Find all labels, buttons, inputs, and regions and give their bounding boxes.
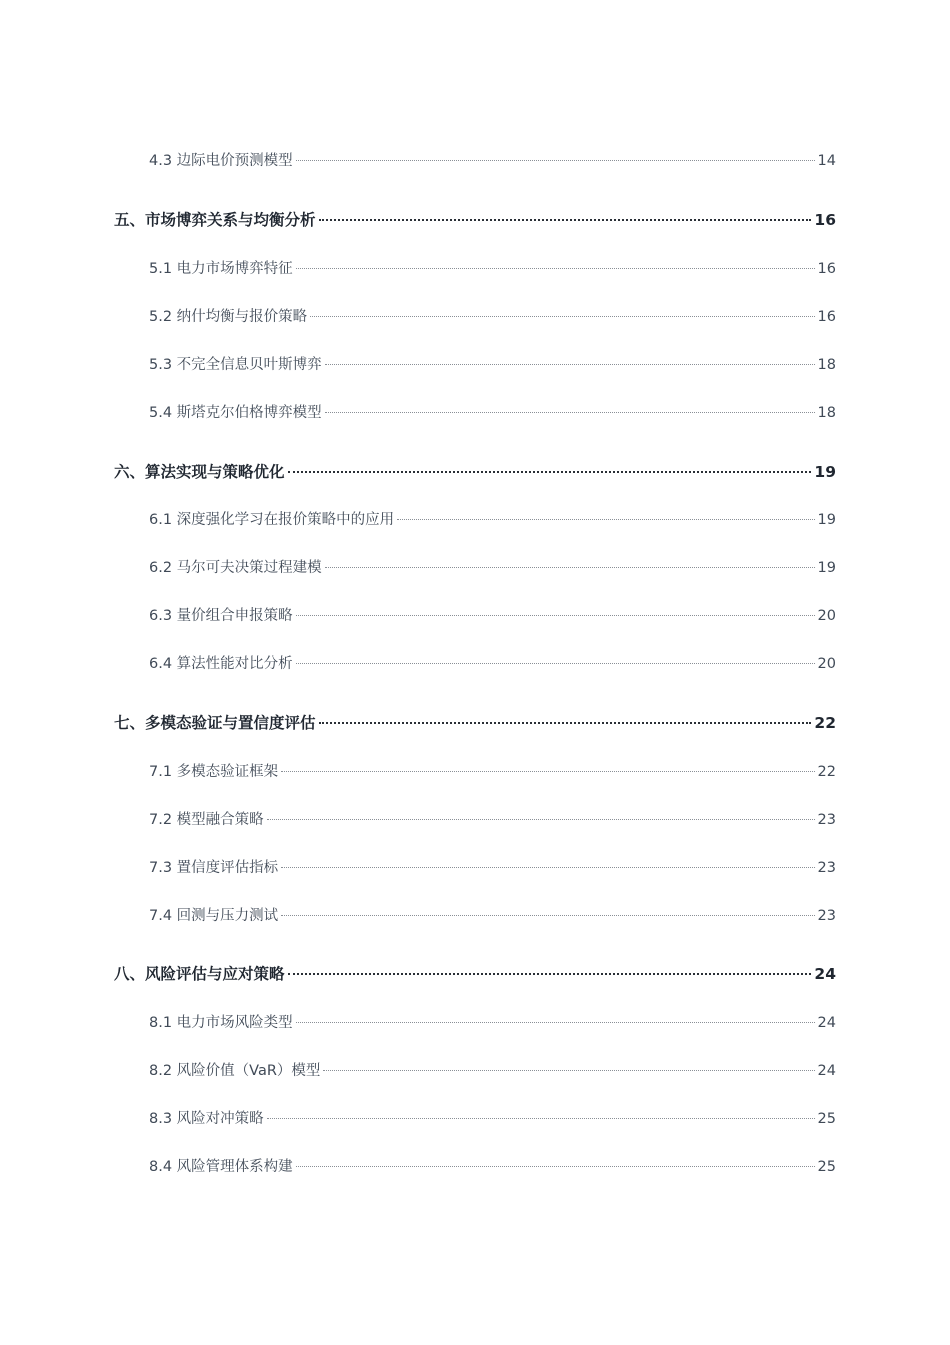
toc-entry-7-4[interactable] (149, 904, 836, 925)
toc-dot-leader (325, 567, 815, 568)
toc-entry-page: 18 (817, 357, 836, 373)
toc-dot-leader (325, 364, 815, 365)
toc-chapter-title: 八、风险评估与应对策略 (114, 965, 285, 983)
toc-chapter-5[interactable] (114, 208, 836, 230)
toc-entry-page: 22 (817, 764, 836, 780)
toc-entry-8-1[interactable] (149, 1011, 836, 1032)
toc-chapter-page: 22 (814, 714, 836, 732)
toc-chapter-page: 16 (814, 211, 836, 229)
toc-dot-leader (319, 219, 812, 221)
toc-chapter-title: 七、多模态验证与置信度评估 (114, 714, 316, 732)
toc-entry-title: 6.1 深度强化学习在报价策略中的应用 (149, 512, 395, 528)
toc-entry-page: 23 (817, 812, 836, 828)
toc-entry-page: 19 (817, 560, 836, 576)
toc-entry-6-3[interactable] (149, 604, 836, 625)
toc-entry-5-4[interactable] (149, 401, 836, 422)
toc-entry-title: 8.1 电力市场风险类型 (149, 1015, 293, 1031)
toc-entry-title: 7.3 置信度评估指标 (149, 860, 279, 876)
toc-dot-leader (296, 663, 815, 664)
toc-entry-page: 16 (817, 309, 836, 325)
toc-entry-6-1[interactable] (149, 508, 836, 529)
toc-chapter-title: 六、算法实现与策略优化 (114, 463, 285, 481)
toc-chapter-title: 五、市场博弈关系与均衡分析 (114, 211, 316, 229)
toc-entry-title: 6.2 马尔可夫决策过程建模 (149, 560, 322, 576)
toc-chapter-page: 24 (814, 965, 836, 983)
toc-entry-title: 6.4 算法性能对比分析 (149, 656, 293, 672)
toc-entry-page: 25 (817, 1111, 836, 1127)
toc-entry-title: 5.4 斯塔克尔伯格博弈模型 (149, 405, 322, 421)
toc-chapter-8[interactable] (114, 962, 836, 984)
toc-entry-page: 14 (817, 153, 836, 169)
toc-entry-page: 19 (817, 512, 836, 528)
toc-entry-page: 24 (817, 1063, 836, 1079)
toc-entry-5-3[interactable] (149, 353, 836, 374)
toc-entry-page: 25 (817, 1159, 836, 1175)
toc-entry-6-2[interactable] (149, 556, 836, 577)
toc-dot-leader (267, 1118, 815, 1119)
toc-dot-leader (296, 615, 815, 616)
toc-entry-title: 4.3 边际电价预测模型 (149, 153, 293, 169)
toc-entry-title: 5.1 电力市场博弈特征 (149, 261, 293, 277)
toc-chapter-page: 19 (814, 463, 836, 481)
toc-entry-title: 8.2 风险价值（VaR）模型 (149, 1063, 321, 1079)
toc-entry-title: 7.2 模型融合策略 (149, 812, 264, 828)
toc-dot-leader (288, 471, 812, 473)
toc-entry-7-2[interactable] (149, 808, 836, 829)
toc-dot-leader (296, 160, 815, 161)
toc-dot-leader (296, 268, 815, 269)
toc-chapter-6[interactable] (114, 460, 836, 482)
toc-dot-leader (267, 819, 815, 820)
toc-entry-8-4[interactable] (149, 1155, 836, 1176)
toc-entry-title: 6.3 量价组合申报策略 (149, 608, 293, 624)
toc-entry-title: 8.4 风险管理体系构建 (149, 1159, 293, 1175)
toc-dot-leader (319, 722, 812, 724)
toc-entry-title: 8.3 风险对冲策略 (149, 1111, 264, 1127)
toc-entry-page: 20 (817, 608, 836, 624)
toc-entry-page: 18 (817, 405, 836, 421)
toc-dot-leader (281, 915, 814, 916)
toc-entry-6-4[interactable] (149, 652, 836, 673)
toc-entry-8-3[interactable] (149, 1107, 836, 1128)
toc-dot-leader (281, 867, 814, 868)
toc-entry-page: 16 (817, 261, 836, 277)
toc-entry-5-2[interactable] (149, 305, 836, 326)
toc-dot-leader (397, 519, 814, 520)
toc-entry-5-1[interactable] (149, 257, 836, 278)
toc-entry-page: 24 (817, 1015, 836, 1031)
toc-chapter-7[interactable] (114, 711, 836, 733)
toc-entry-title: 5.2 纳什均衡与报价策略 (149, 309, 308, 325)
toc-dot-leader (288, 973, 812, 975)
toc-entry-4-3[interactable] (149, 149, 836, 170)
toc-entry-7-1[interactable] (149, 760, 836, 781)
toc-entry-8-2[interactable] (149, 1059, 836, 1080)
toc-dot-leader (310, 316, 814, 317)
toc-entry-page: 23 (817, 860, 836, 876)
toc-dot-leader (296, 1166, 815, 1167)
toc-entry-title: 7.1 多模态验证框架 (149, 764, 279, 780)
toc-dot-leader (281, 771, 814, 772)
toc-dot-leader (296, 1022, 815, 1023)
toc-entry-page: 23 (817, 908, 836, 924)
toc-dot-leader (323, 1070, 814, 1071)
toc-entry-title: 7.4 回测与压力测试 (149, 908, 279, 924)
toc-entry-7-3[interactable] (149, 856, 836, 877)
toc-entry-page: 20 (817, 656, 836, 672)
toc-dot-leader (325, 412, 815, 413)
toc-entry-title: 5.3 不完全信息贝叶斯博弈 (149, 357, 322, 373)
